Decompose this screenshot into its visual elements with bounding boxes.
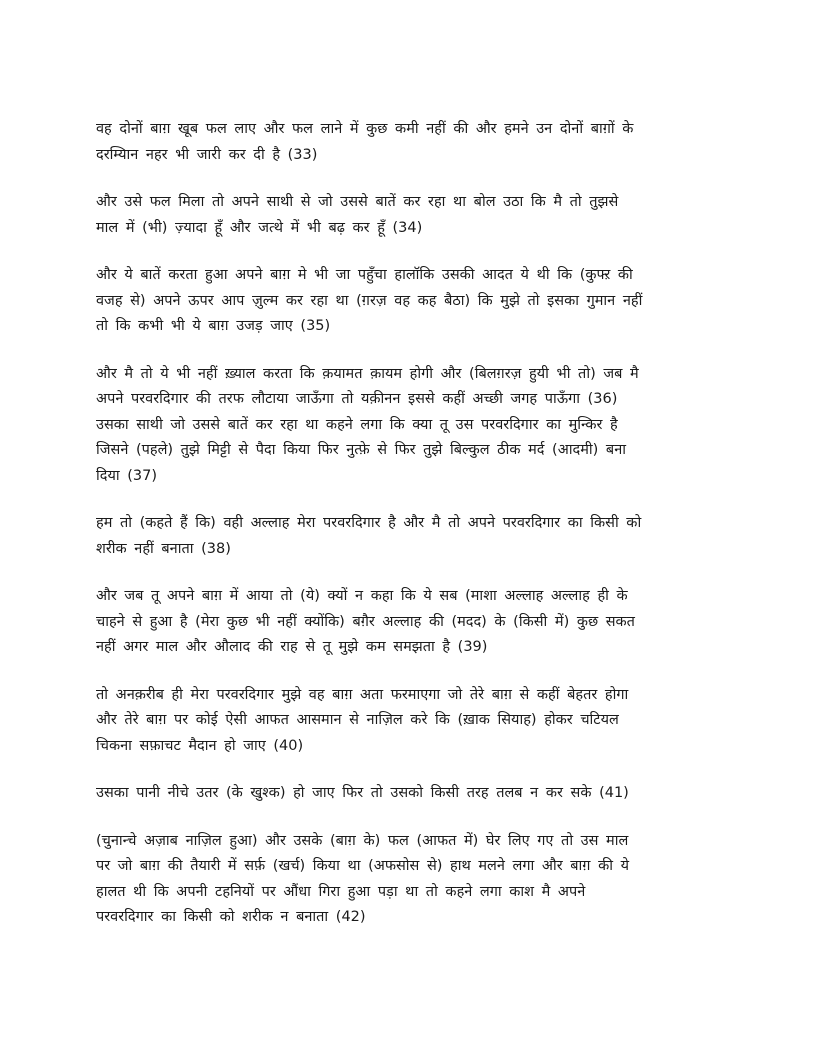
verse-line: और ये बातें करता हुआ अपने बाग़ मे भी जा पहुँचा हालॉकि उसकी आदत ये थी कि (कुफ्ऱ की: [96, 267, 633, 283]
verse-line: चाहने से हुआ है (मेरा कुछ भी नहीं क्योंकि) बग़ैर अल्लाह की (मदद) के (किसी में) कुछ सकत: [96, 613, 635, 630]
document-page: [96, 117, 716, 953]
verse-38: [96, 511, 716, 562]
verse-42: [96, 829, 716, 931]
verse-line: उसका पानी नीचे उतर (के खुश्क) हो जाए फिर तो उसको किसी तरह तलब न कर सके (41): [96, 785, 629, 801]
verse-line: वजह से) अपने ऊपर आप ज़ुल्म कर रहा था (ग़रज़ वह कह बैठा) कि मुझे तो इसका गुमान नहीं: [96, 292, 643, 309]
verse-line: दिया (37): [96, 467, 157, 484]
verse-35: [96, 263, 716, 340]
verse-line: अपने परवरदिगार की तरफ लौटाया जाऊँगा तो यक़ीनन इससे कहीं अच्छी जगह पाऊँगा (36): [96, 391, 618, 407]
verse-line: जिसने (पहले) तुझे मिट्टी से पैदा किया फिर नुत्फ़े से फिर तुझे बिल्कुल ठीक मर्द (आदमी) बना: [96, 442, 626, 458]
verse-line: (चुनान्चे अज़ाब नाज़िल हुआ) और उसके (बाग़ के) फल (आफत में) घेर लिए गए तो उस माल: [96, 832, 629, 849]
verse-line: और जब तू अपने बाग़ में आया तो (ये) क्यों न कहा कि ये सब (माशा अल्लाह अल्लाह ही के: [96, 588, 628, 604]
verse-line: माल में (भी) ज़्यादा हूँ और जत्थे में भी बढ़ कर हूँ (34): [96, 219, 423, 236]
verse-line: वह दोनों बाग़ खूब फल लाए और फल लाने में कुछ कमी नहीं की और हमने उन दोनों बाग़ों के: [96, 121, 634, 137]
verse-line: तो कि कभी भी ये बाग़ उजड़ जाए (35): [96, 318, 331, 334]
verse-34: [96, 190, 716, 241]
verse-line: नहीं अगर माल और औलाद की राह से तू मुझे कम समझता है (39): [96, 639, 488, 655]
verse-line: पर जो बाग़ की तैयारी में सर्फ़ (खर्च) किया था (अफसोस से) हाथ मलने लगा और बाग़ की ये: [96, 858, 629, 874]
verse-line: चिकना सफ़ाचट मैदान हो जाए (40): [96, 737, 304, 754]
verse-40: [96, 683, 716, 760]
verse-39: [96, 584, 716, 661]
verse-41: [96, 781, 716, 807]
verse-33: [96, 117, 716, 168]
verse-line: परवरदिगार का किसी को शरीक न बनाता (42): [96, 909, 366, 925]
verse-line: और उसे फल मिला तो अपने साथी से जो उससे बातें कर रहा था बोल उठा कि मै तो तुझसे: [96, 194, 619, 210]
verse-line: हालत थी कि अपनी टहनियों पर औंधा गिरा हुआ पड़ा था तो कहने लगा काश मै अपने: [96, 883, 586, 900]
verse-line: और मै तो ये भी नहीं ख़्याल करता कि क़यामत क़ायम होगी और (बिलग़रज़ हुयी भी तो) जब मै: [96, 365, 639, 382]
verse-line: शरीक नहीं बनाता (38): [96, 540, 231, 557]
verse-36: [96, 362, 716, 413]
verse-line: तो अनक़रीब ही मेरा परवरदिगार मुझे वह बाग़ अता फरमाएगा जो तेरे बाग़ से कहीं बेहतर होगा: [96, 686, 629, 703]
verse-line: दरम्यिान नहर भी जारी कर दी है (33): [96, 146, 318, 163]
verse-line: हम तो (कहते हैं कि) वही अल्लाह मेरा परवरदिगार है और मै तो अपने परवरदिगार का किसी को: [96, 515, 642, 531]
verse-37: [96, 413, 716, 490]
verse-line: और तेरे बाग़ पर कोई ऐसी आफत आसमान से नाज़िल करे कि (ख़ाक सियाह) होकर चटियल: [96, 712, 619, 728]
verse-line: उसका साथी जो उससे बातें कर रहा था कहने लगा कि क्या तू उस परवरदिगार का मुन्किर है: [96, 416, 618, 433]
